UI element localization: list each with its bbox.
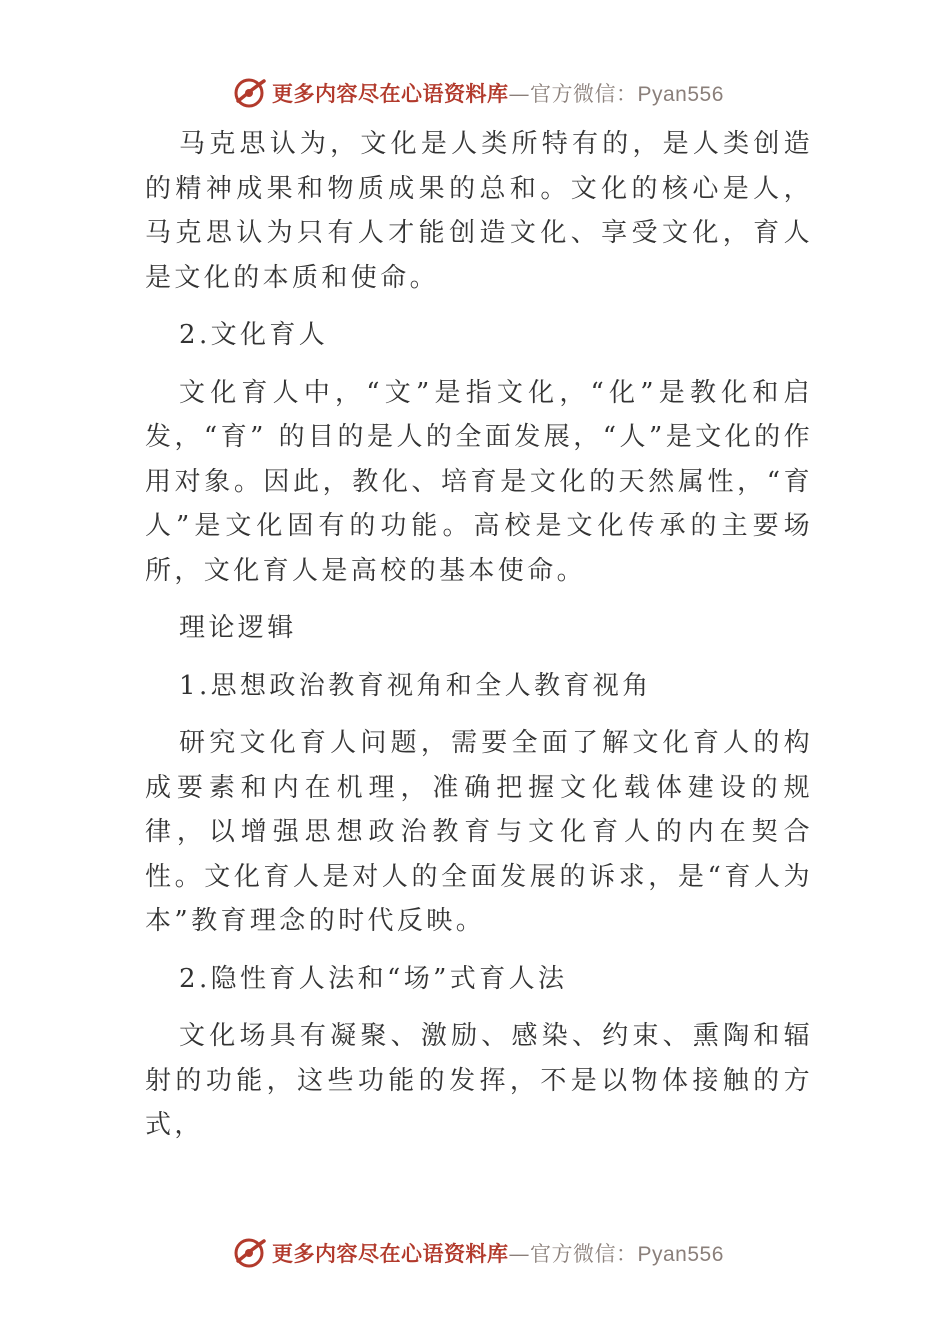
paragraph: 马克思认为，文化是人类所特有的，是人类创造的精神成果和物质成果的总和。文化的核心是人，马克思认为只有人才能创造文化、享受文化，育人是文化的本质和使命。: [145, 129, 813, 293]
footer-wechat-label: 官方微信：: [530, 1242, 638, 1266]
header-promo-text: 更多内容尽在心语资料库: [272, 81, 509, 106]
header-banner: [0, 71, 950, 115]
section-heading: 理论逻辑: [179, 613, 297, 643]
document-body: [145, 122, 813, 1161]
paragraph: 文化育人中，“文”是指文化，“化”是教化和启发，“育” 的目的是人的全面发展，“人”是文化的作用对象。因此，教化、培育是文化的天然属性，“育人”是文化固有的功能。高校是文化传承的主要场所，文化育人是高校的基本使命。: [145, 377, 813, 586]
footer-wechat-id: Pyan556: [637, 1243, 724, 1266]
header-dash: —: [508, 82, 530, 106]
footer-banner: [0, 1231, 950, 1275]
footer-promo-text: 更多内容尽在心语资料库: [272, 1241, 509, 1266]
section-heading: 2.隐性育人法和“场”式育人法: [179, 963, 568, 994]
header-wechat-label: 官方微信：: [530, 82, 638, 106]
paragraph: 研究文化育人问题，需要全面了解文化育人的构成要素和内在机理，准确把握文化载体建设的规律，以增强思想政治教育与文化育人的内在契合性。文化育人是对人的全面发展的诉求，是“育人为本”教育理念的时代反映。: [145, 728, 813, 936]
logo-icon: [232, 75, 268, 111]
section-heading: 2.文化育人: [179, 320, 329, 350]
logo-icon: [232, 1235, 268, 1271]
footer-dash: —: [508, 1242, 530, 1266]
header-wechat-id: Pyan556: [637, 83, 724, 106]
section-heading: 1.思想政治教育视角和全人教育视角: [179, 670, 652, 701]
paragraph: 文化场具有凝聚、激励、感染、约束、熏陶和辐射的功能，这些功能的发挥，不是以物体接触的方式，: [145, 1021, 813, 1140]
